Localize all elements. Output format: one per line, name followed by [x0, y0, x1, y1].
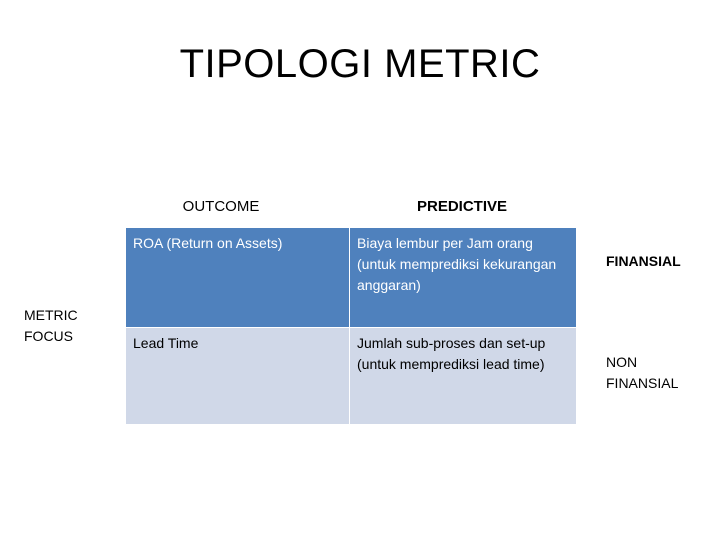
metric-focus-label [24, 305, 78, 347]
cell-financial-predictive: Biaya lembur per Jam orang (untuk memprediksi kekurangan anggaran) [350, 228, 576, 327]
cell-financial-outcome: ROA (Return on Assets) [126, 228, 349, 327]
row-label-nonfinancial-line-2: FINANSIAL [606, 375, 679, 391]
column-header-outcome: OUTCOME [182, 198, 260, 215]
column-header-predictive: PREDICTIVE [416, 198, 507, 215]
row-label-nonfinancial-line-1: NON [606, 354, 638, 370]
cell-nonfinancial-outcome: Lead Time [126, 328, 349, 424]
row-label-financial: FINANSIAL [606, 253, 681, 269]
metric-focus-line-2: FOCUS [24, 328, 73, 344]
slide-title: TIPOLOGI METRIC [179, 42, 541, 86]
row-label-nonfinancial [606, 352, 678, 394]
cell-nonfinancial-predictive: Jumlah sub-proses dan set-up (untuk memprediksi lead time) [350, 328, 576, 424]
metric-focus-line-1: METRIC [24, 307, 78, 323]
